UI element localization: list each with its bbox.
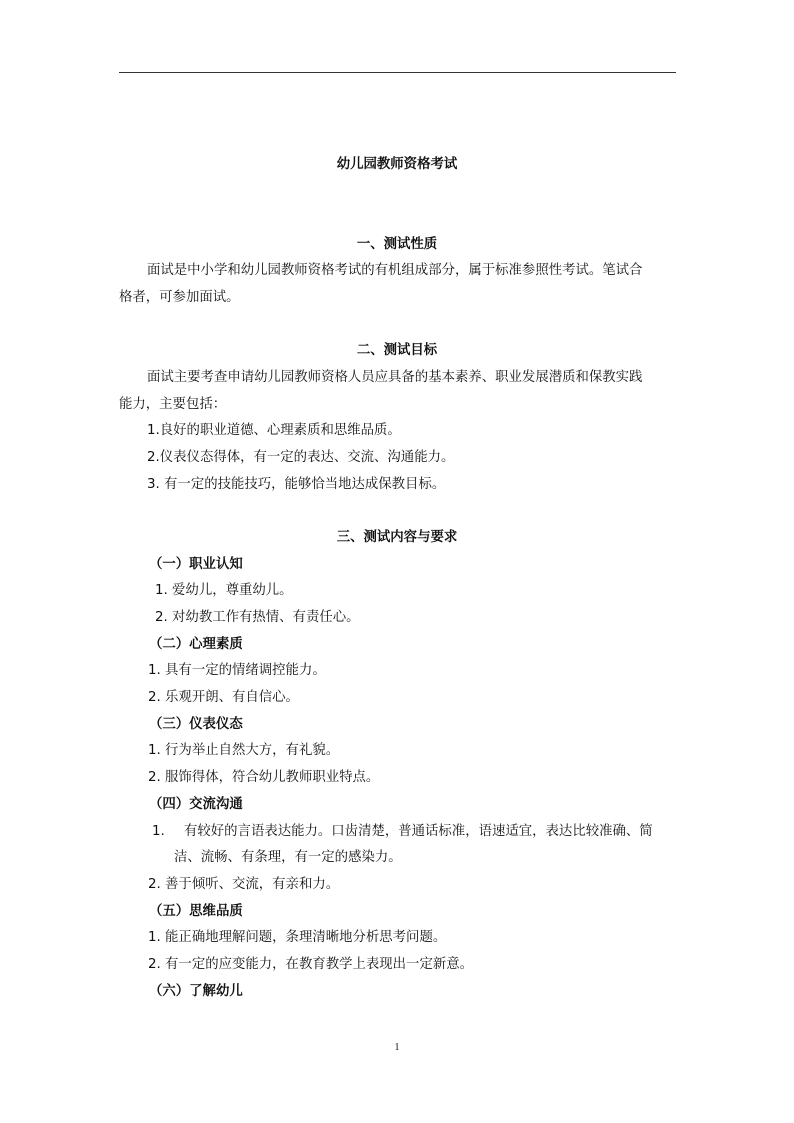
paragraph-line: 面试主要考查申请幼儿园教师资格人员应具备的基本素养、职业发展潜质和保教实践 xyxy=(147,370,643,385)
list-item: 2. 有一定的应变能力，在教育教学上表现出一定新意。 xyxy=(148,957,474,972)
list-item: 2.仪表仪态得体，有一定的表达、交流、沟通能力。 xyxy=(147,450,455,465)
subsection-title: （四）交流沟通 xyxy=(149,797,243,812)
list-item: 1. 具有一定的情绪调控能力。 xyxy=(148,663,326,678)
list-item: 3. 有一定的技能技巧，能够恰当地达成保教目标。 xyxy=(147,477,446,492)
list-item-number: 1. xyxy=(152,824,165,839)
list-item-continuation: 洁、流畅、有条理，有一定的感染力。 xyxy=(174,850,402,865)
subsection-title: （一）职业认知 xyxy=(149,557,243,572)
list-item: 1. 爱幼儿，尊重幼儿。 xyxy=(155,583,293,598)
list-item: 2. 服饰得体，符合幼儿教师职业特点。 xyxy=(148,770,380,785)
header-rule xyxy=(119,72,676,73)
list-item: 1. 能正确地理解问题，条理清晰地分析思考问题。 xyxy=(148,930,447,945)
paragraph-line: 能力，主要包括： xyxy=(119,397,227,412)
section-heading: 一、测试性质 xyxy=(356,237,438,252)
section-heading: 三、测试内容与要求 xyxy=(336,530,458,545)
subsection-title: （三）仪表仪态 xyxy=(149,717,243,732)
list-item: 2. 对幼教工作有热情、有责任心。 xyxy=(155,610,360,625)
list-item: 2. 善于倾听、交流，有亲和力。 xyxy=(148,877,340,892)
subsection-title: （二）心理素质 xyxy=(149,637,243,652)
subsection-title: （五）思维品质 xyxy=(149,904,243,919)
list-item: 1.良好的职业道德、心理素质和思维品质。 xyxy=(147,423,401,438)
page-number: 1 xyxy=(394,1042,400,1053)
document-title: 幼儿园教师资格考试 xyxy=(336,157,458,172)
paragraph-line: 面试是中小学和幼儿园教师资格考试的有机组成部分，属于标准参照性考试。笔试合 xyxy=(147,263,643,278)
list-item: 有较好的言语表达能力。口齿清楚，普通话标准，语速适宜，表达比较准确、简 xyxy=(184,824,653,839)
subsection-title: （六）了解幼儿 xyxy=(149,984,243,999)
paragraph-line: 格者，可参加面试。 xyxy=(119,290,240,305)
list-item: 2. 乐观开朗、有自信心。 xyxy=(148,690,299,705)
section-heading: 二、测试目标 xyxy=(356,343,438,358)
list-item: 1. 行为举止自然大方，有礼貌。 xyxy=(148,743,340,758)
